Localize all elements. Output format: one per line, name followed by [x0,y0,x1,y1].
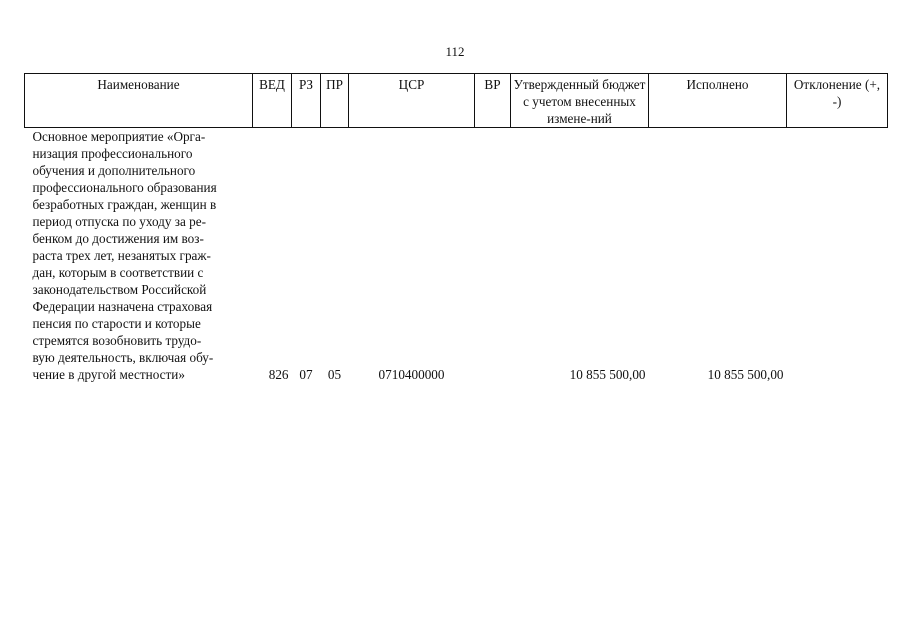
cell-ved: 826 [268,367,289,382]
header-ved: ВЕД [253,74,292,128]
name-line: раста трех лет, незанятых граж- [32,248,211,263]
header-pr: ПР [321,74,349,128]
header-name: Наименование [25,74,253,128]
table-row [25,128,888,384]
name-line: дан, которым в соответствии с [32,265,204,280]
name-line: безработных граждан, женщин в [32,197,217,212]
name-line: чение в другой местности» [32,367,185,382]
header-executed: Исполнено [649,74,787,128]
cell-approved-budget: 10 855 500,00 [569,367,646,382]
name-line: обучения и дополнительного [32,163,196,178]
name-line: период отпуска по уходу за ре- [32,214,206,229]
name-line: Основное мероприятие «Орга- [32,129,206,144]
cell-deviation [787,128,888,384]
name-line: законодательством Российской [32,282,207,297]
cell-pr: 05 [327,367,342,382]
header-vr: ВР [475,74,511,128]
table-header-row [25,74,888,128]
name-line: стремятся возобновить трудо- [32,333,202,348]
name-line: Федерации назначена страховая [32,299,213,314]
cell-vr [475,128,511,384]
cell-executed: 10 855 500,00 [707,367,784,382]
name-line: пенсия по старости и которые [32,316,201,331]
name-line: профессионального образования [32,180,217,195]
name-line: низация профессионального [32,146,193,161]
cell-csr: 0710400000 [378,367,445,382]
page-number: 112 [445,44,465,59]
header-approved-budget: Утвержденный бюджет с учетом внесенных измене-ний [511,74,649,128]
header-csr: ЦСР [349,74,475,128]
header-rz: РЗ [292,74,321,128]
header-deviation: Отклонение (+, -) [787,74,888,128]
name-line: бенком до достижения им воз- [32,231,204,246]
name-line: вую деятельность, включая обу- [32,350,214,365]
cell-rz: 07 [299,367,313,382]
budget-execution-table [24,73,888,383]
row-name [25,128,253,384]
